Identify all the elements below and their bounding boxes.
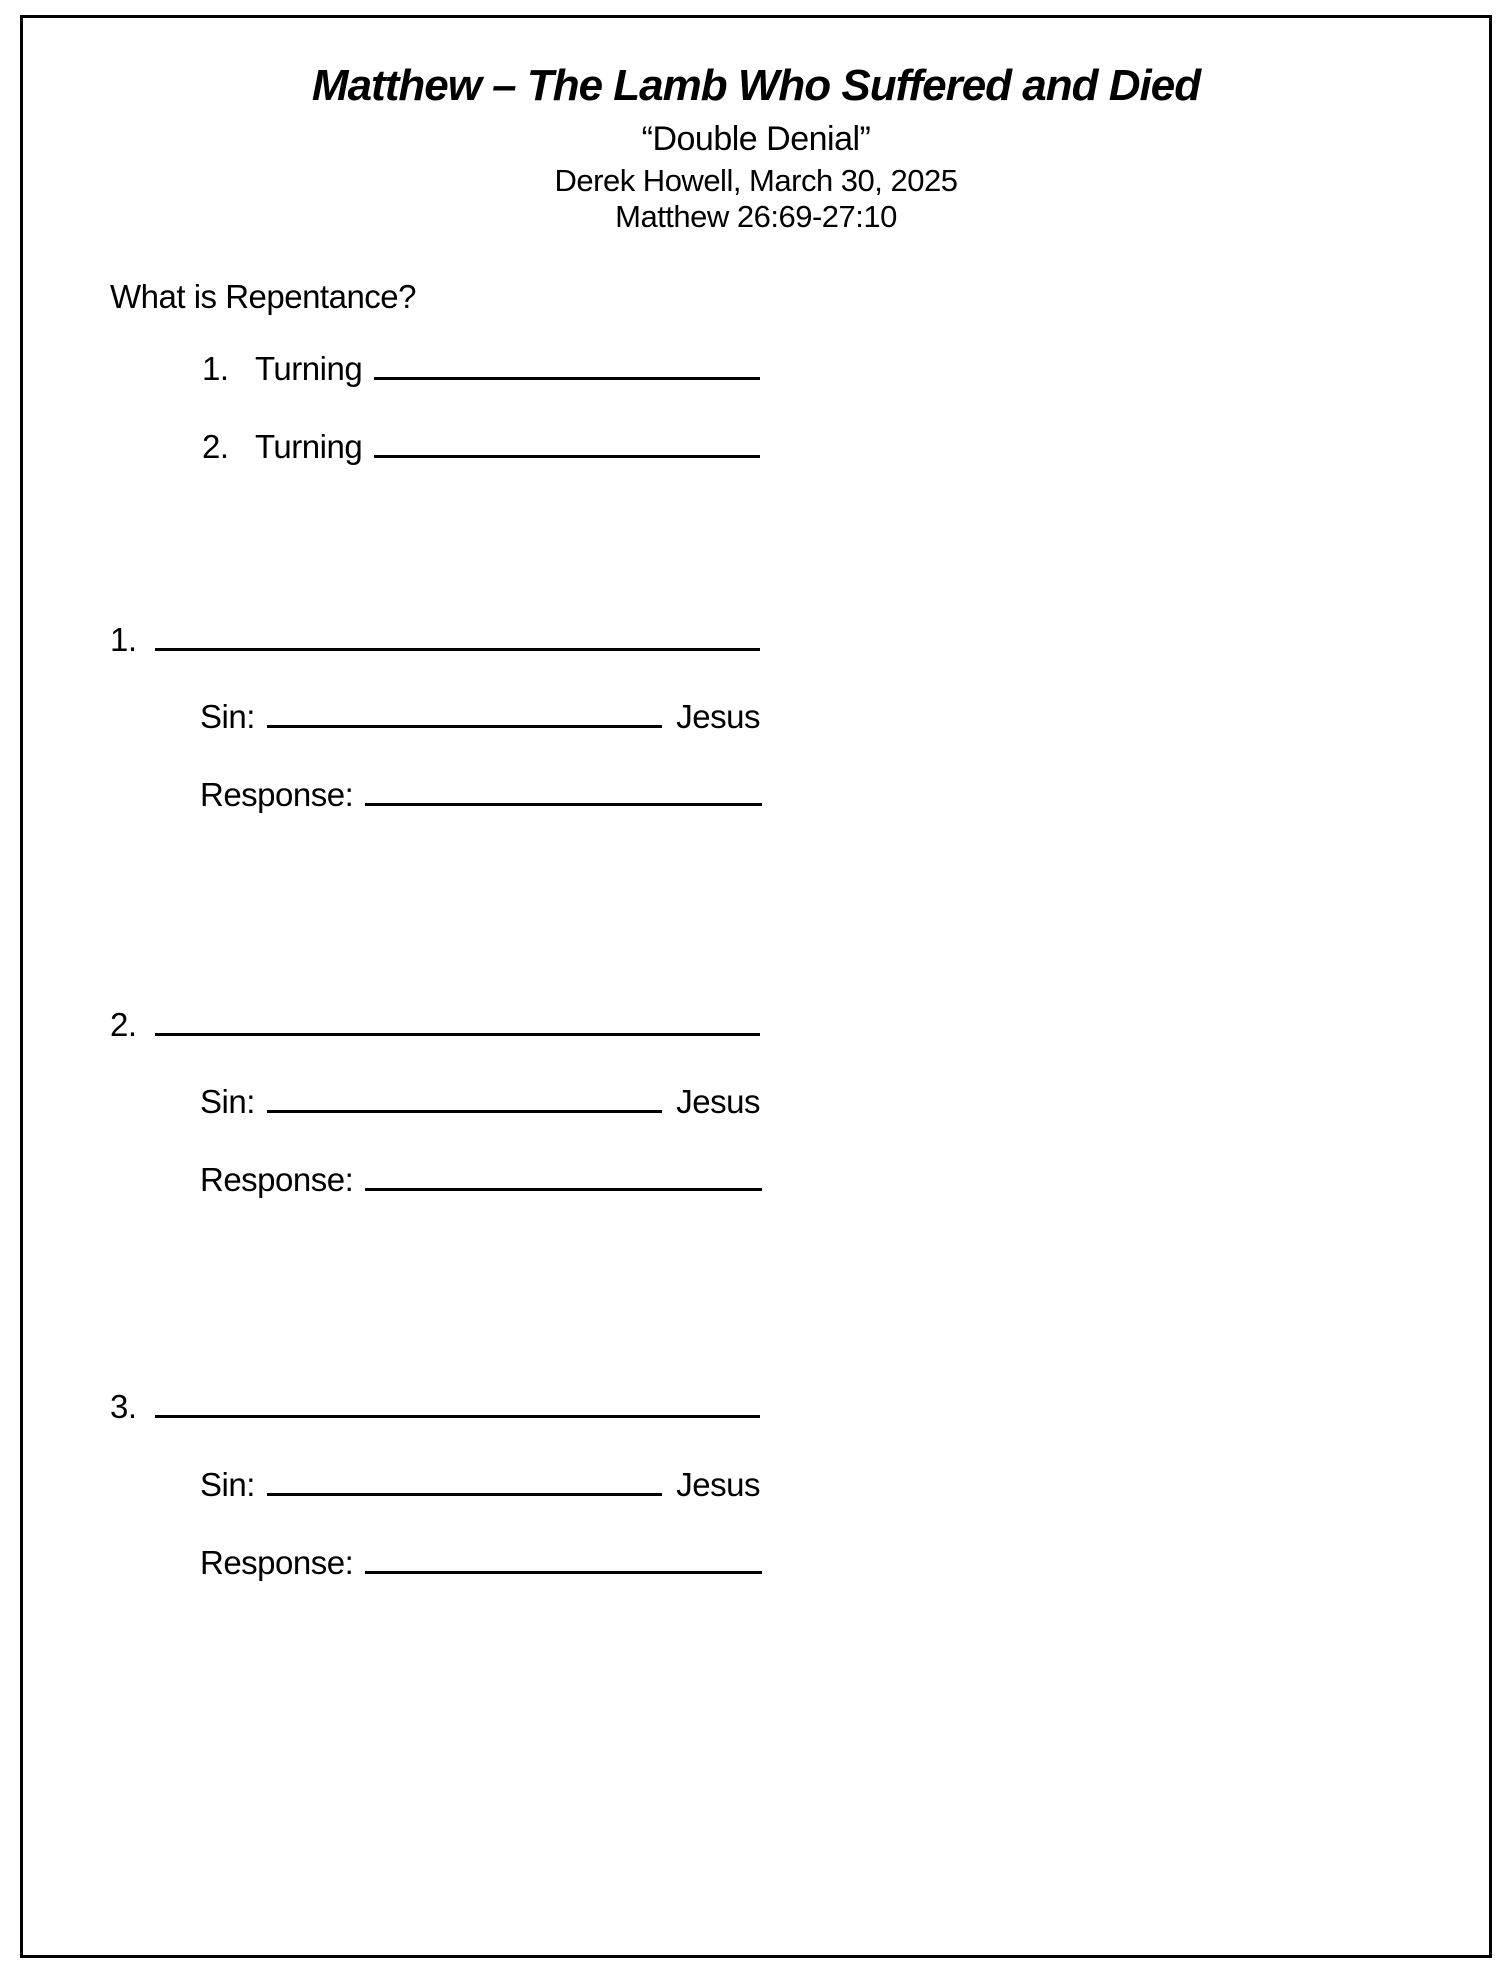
fill-in-blank — [267, 723, 662, 728]
list-label: Turning — [255, 350, 363, 387]
section-2-response-line — [200, 1160, 762, 1200]
fill-in-blank — [155, 646, 760, 651]
repentance-heading: What is Repentance? — [110, 278, 417, 315]
outline-section-2-heading — [110, 1005, 760, 1045]
repentance-item-1 — [202, 349, 760, 389]
outline-section-3-heading — [110, 1387, 760, 1427]
sin-label: Sin: — [200, 1466, 255, 1503]
section-number: 2. — [110, 1006, 137, 1043]
response-label: Response: — [200, 1544, 354, 1581]
speaker-and-date: Derek Howell, March 30, 2025 — [554, 163, 958, 198]
section-1-sin-line — [200, 697, 760, 737]
fill-in-blank — [365, 1569, 762, 1574]
section-3-response-line — [200, 1543, 762, 1583]
fill-in-blank — [155, 1413, 760, 1418]
section-2-sin-line — [200, 1082, 760, 1122]
sin-suffix: Jesus — [676, 698, 760, 735]
section-1-response-line — [200, 775, 762, 815]
repentance-item-2 — [202, 427, 760, 467]
fill-in-blank — [267, 1491, 662, 1496]
fill-in-blank — [267, 1108, 662, 1113]
response-label: Response: — [200, 776, 354, 813]
sin-label: Sin: — [200, 1083, 255, 1120]
document-title: Matthew – The Lamb Who Suffered and Died — [311, 61, 1201, 110]
fill-in-blank — [365, 801, 762, 806]
fill-in-blank — [374, 453, 760, 458]
sermon-subtitle: “Double Denial” — [641, 120, 871, 158]
list-number: 2. — [202, 428, 229, 465]
section-3-sin-line — [200, 1465, 760, 1505]
fill-in-blank — [155, 1031, 760, 1036]
response-label: Response: — [200, 1161, 354, 1198]
fill-in-blank — [365, 1186, 762, 1191]
list-number: 1. — [202, 350, 229, 387]
sin-label: Sin: — [200, 698, 255, 735]
sin-suffix: Jesus — [676, 1083, 760, 1120]
outline-section-1-heading — [110, 620, 760, 660]
fill-in-blank — [374, 375, 760, 380]
section-number: 3. — [110, 1388, 137, 1425]
scripture-reference: Matthew 26:69-27:10 — [615, 199, 897, 234]
section-number: 1. — [110, 621, 137, 658]
sin-suffix: Jesus — [676, 1466, 760, 1503]
list-label: Turning — [255, 428, 363, 465]
